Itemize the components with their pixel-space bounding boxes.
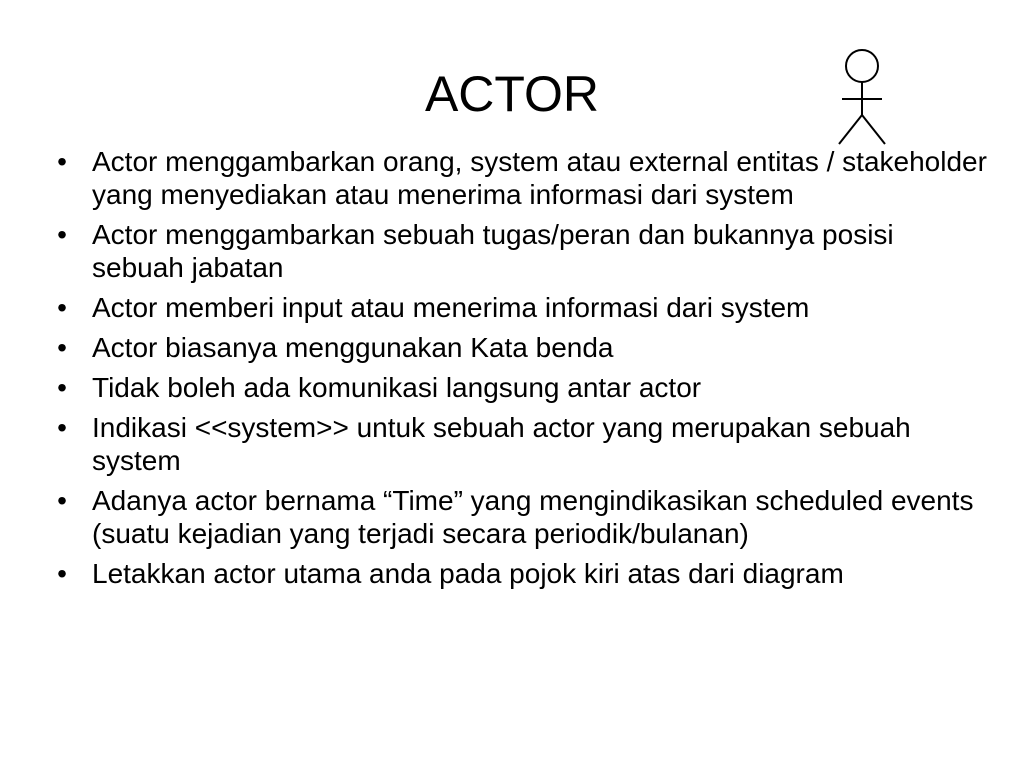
bullet-item: [52, 291, 992, 324]
bullet-text: Indikasi <<system>> untuk sebuah actor yang merupakan sebuah system: [92, 412, 911, 476]
bullet-dot: •: [57, 485, 67, 516]
bullet-dot: •: [57, 219, 67, 250]
bullet-dot: •: [57, 372, 67, 403]
bullet-item: [52, 218, 992, 284]
bullet-text: Actor memberi input atau menerima informasi dari system: [92, 292, 810, 323]
slide-title: ACTOR: [424, 66, 600, 122]
bullet-text: Actor menggambarkan sebuah tugas/peran dan bukannya posisi sebuah jabatan: [92, 219, 894, 283]
bullet-text: Letakkan actor utama anda pada pojok kiri atas dari diagram: [92, 558, 844, 589]
bullet-dot: •: [57, 558, 67, 589]
bullet-dot: •: [57, 292, 67, 323]
bullet-item: [52, 411, 992, 477]
bullet-dot: •: [57, 332, 67, 363]
bullet-text: Actor menggambarkan orang, system atau external entitas / stakeholder yang menyediakan atau menerima informasi dari system: [92, 146, 987, 210]
bullet-text: Tidak boleh ada komunikasi langsung antar actor: [92, 372, 702, 403]
bullet-dot: •: [57, 146, 67, 177]
bullet-text: Adanya actor bernama “Time” yang mengindikasikan scheduled events (suatu kejadian yang terjadi secara periodik/bulanan): [92, 485, 974, 549]
bullet-list: [52, 145, 992, 597]
bullet-item: [52, 371, 992, 404]
bullet-item: [52, 331, 992, 364]
bullet-item: [52, 557, 992, 590]
bullet-text: Actor biasanya menggunakan Kata benda: [92, 332, 614, 363]
stick-figure-actor-icon: [826, 44, 896, 148]
bullet-item: [52, 484, 992, 550]
bullet-dot: •: [57, 412, 67, 443]
bullet-item: [52, 145, 992, 211]
